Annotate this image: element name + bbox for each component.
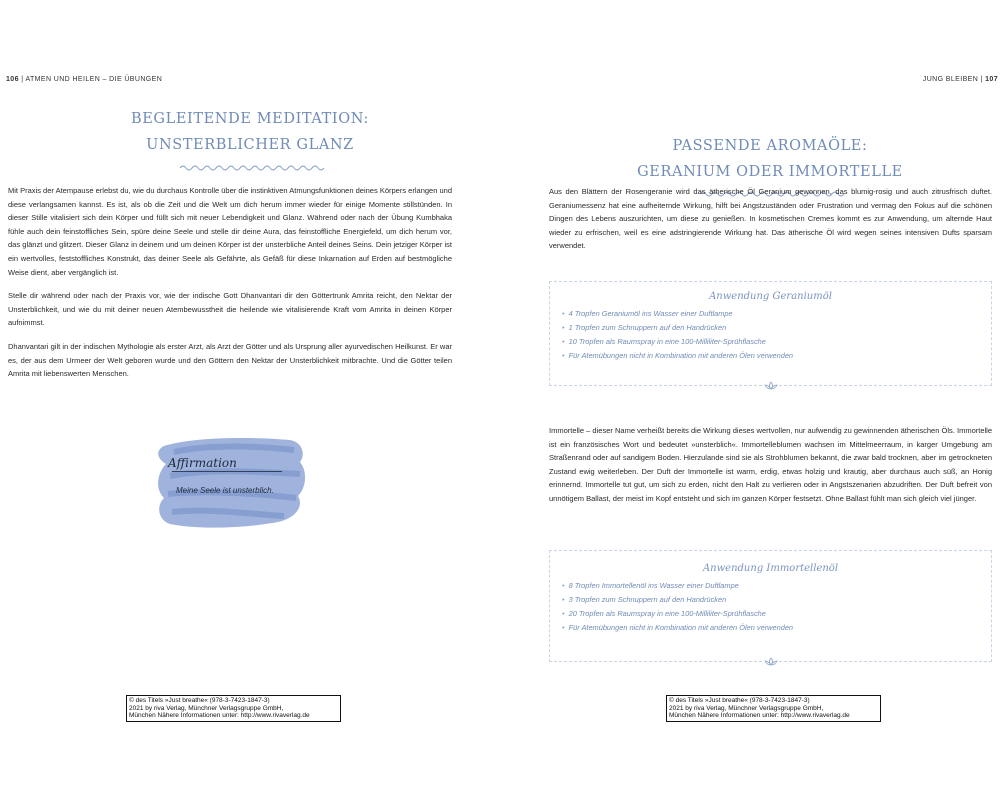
copyright-notice-right: © des Titels »Just breathe« (978-3-7423-1847-3) 2021 by riva Verlag, Münchner Verlagsgruppe GmbH, München Nähere Informationen unter: http://www.rivaverlag.de: [666, 695, 881, 722]
body-text-right-1: [549, 185, 992, 263]
heading-left: [0, 106, 500, 158]
body-text-left: [8, 184, 452, 391]
list-item: • Für Atemübungen nicht in Kombination mit anderen Ölen verwenden: [562, 349, 991, 363]
right-page: [500, 0, 1000, 800]
paragraph: Mit Praxis der Atempause erlebst du, wie du durchaus Kontrolle über die instinktiven Atmungsfunktionen deines Körpers erlangen und diese verlangsamen kannst. Es ist, als ob die Zeit und die Welt um dich herum immer wieder für einige Momente stillstünden. In dieser Stille vitalisiert sich dein Körper und füllt sich mit neuer Lebendigkeit und Glanz. Während oder nach der Übung Kumbhaka fühle auch dein feinstoffliches Sein, spüre deine Seele und stelle dir deine Aura, das feinstoffliche Energiefeld, um dich herum vor, das glänzt und glitzert. Dieser Glanz in deinem und um deinen Körper ist der unsterbliche Anteil deines Seins. Dein jetziger Körper ist ein wertvolles, feststoffliches Konstrukt, das deiner Seele als Gefährte, als Gefäß für diese Inkarnation auf Erden auf bestmögliche Weise dient, aber vergänglich ist.: [8, 186, 452, 277]
lotus-icon: [764, 381, 778, 391]
affirmation-box: [150, 432, 310, 532]
usage-list: [550, 307, 991, 363]
affirmation-text: Meine Seele ist unsterblich.: [176, 486, 274, 495]
paragraph: Aus den Blättern der Rosengeranie wird das ätherische Öl Geranium gewonnen, das blumig-rosig und auch zitrusfrisch duftet. Geraniumessenz hat eine aufheiternde Wirkung, hilft bei Angstzuständen oder Frustration und vermag den Fokus auf die schönen Dingen des Lebens auszurichten, um diese zu genießen. In kosmetischen Cremes kommt es zur Anwendung, um alternde Haut wieder zu erfrischen, weil es eine adstringierende Wirkung hat. Das ätherische Öl wird wegen seines intensiven Dufts sparsam verwendet.: [549, 187, 992, 251]
heading-left-line2: UNSTERBLICHER GLANZ: [146, 137, 354, 153]
heading-right-line1: PASSENDE AROMAÖLE:: [672, 138, 868, 154]
heading-right-line2: GERANIUM ODER IMMORTELLE: [637, 164, 903, 180]
usage-box-title: Anwendung Geraniumöl: [709, 291, 832, 302]
lotus-icon: [764, 657, 778, 667]
list-item: • 10 Tropfen als Raumspray in eine 100-Milliliter-Sprühflasche: [562, 335, 991, 349]
affirmation-title: Affirmation: [168, 456, 237, 470]
list-item: • 20 Tropfen als Raumspray in eine 100-Milliliter-Sprühflasche: [562, 607, 991, 621]
copyright-notice-left: © des Titels »Just breathe« (978-3-7423-1847-3) 2021 by riva Verlag, Münchner Verlagsgruppe GmbH, München Nähere Informationen unter: http://www.rivaverlag.de: [126, 695, 341, 722]
running-header-left: 106 | ATMEN UND HEILEN – DIE ÜBUNGEN: [6, 76, 163, 83]
paragraph: Dhanvantari gilt in der indischen Mythologie als erster Arzt, als Arzt der Götter und als Ursprung aller ayurvedischen Heilkunst. Er war es, der aus dem Urmeer der Welt geboren wurde und den Göttern den Nektar der Unsterblichkeit mitbrachte. Und die Götter teilen Amrita mit liebenswerten Menschen.: [8, 341, 452, 379]
list-item: • 8 Tropfen Immortellenöl ins Wasser einer Duftlampe: [562, 579, 991, 593]
watercolor-brush-icon: [150, 432, 310, 532]
usage-list: [550, 579, 991, 635]
paragraph: Stelle dir während oder nach der Praxis vor, wie der indische Gott Dhanvantari dir den Göttertrunk Amrita reicht, den Nektar der Unsterblichkeit, und wie du mit deiner neuen Atembewusstheit die heilende wie vitalisierende Kraft vom Amrita in deinen Körper aufnimmst.: [8, 291, 452, 328]
list-item: • 4 Tropfen Geraniumöl ins Wasser einer Duftlampe: [562, 307, 991, 321]
heading-right: [520, 133, 1000, 185]
usage-box-immortelle: [549, 550, 992, 662]
body-text-right-2: [549, 424, 992, 516]
page-number-left: 106: [6, 76, 19, 83]
list-item: • Für Atemübungen nicht in Kombination mit anderen Ölen verwenden: [562, 621, 991, 635]
wave-divider-left: [0, 164, 500, 172]
section-title-right: JUNG BLEIBEN: [922, 76, 979, 83]
usage-box-geranium: [549, 281, 992, 386]
list-item: • 1 Tropfen zum Schnuppern auf den Handrücken: [562, 321, 991, 335]
affirmation-rule: [172, 471, 282, 472]
heading-left-line1: BEGLEITENDE MEDITATION:: [130, 111, 369, 127]
running-header-right: JUNG BLEIBEN | 107: [922, 76, 998, 83]
paragraph: Immortelle – dieser Name verheißt bereits die Wirkung dieses wertvollen, nur aufwendig zu gewinnenden ätherischen Öls. Immortelle ist ein französisches Wort und bedeutet »unsterblich«. Immortelleblumen wachsen im Mittelmeerraum, in karger Umgebung am Straßenrand oder auf sandigem Boden. Hierzulande sind sie als Strohblumen bekannt, die zwar bald trocknen, aber im getrockneten Zustand ewig weiterleben. Der Duft der Immortelle ist warm, erdig, etwas holzig und krautig, aber durchaus auch süß, an Honig erinnernd. Immortelle tut gut, um sich zu erden, nicht den Halt zu verlieren oder in Angstszenarien abzudriften. Der Duft befreit von unnötigem Ballast, der meist im Kopf entsteht und sich im ganzen Körper festsetzt. Ohne Ballast fühlt man sich gleich viel jünger.: [549, 426, 992, 503]
list-item: • 3 Tropfen zum Schnuppern auf den Handrücken: [562, 593, 991, 607]
section-title-left: ATMEN UND HEILEN – DIE ÜBUNGEN: [25, 76, 163, 83]
page-number-right: 107: [985, 76, 998, 83]
usage-box-title: Anwendung Immortellenöl: [702, 563, 839, 574]
